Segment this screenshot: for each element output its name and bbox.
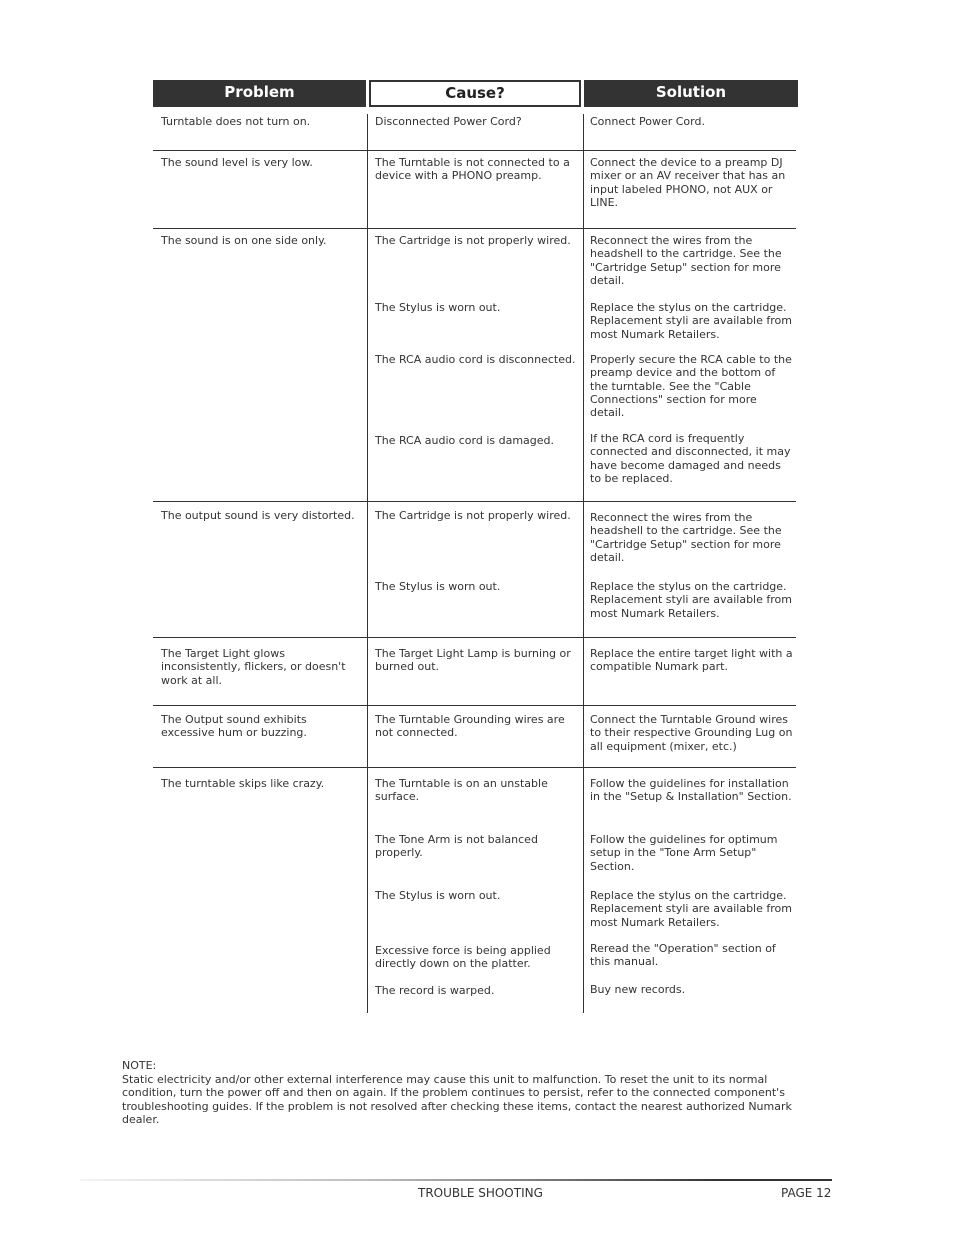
solution-cell: Buy new records. bbox=[590, 983, 686, 996]
solution-cell: Replace the entire target light with a compatible Numark part. bbox=[590, 647, 793, 674]
header-problem: Problem bbox=[153, 80, 366, 107]
footer-page-number: PAGE 12 bbox=[781, 1186, 832, 1200]
cause-cell: The RCA audio cord is disconnected. bbox=[375, 353, 576, 366]
cause-cell: The Tone Arm is not balanced properly. bbox=[375, 833, 538, 860]
solution-cell: Connect Power Cord. bbox=[590, 115, 705, 128]
problem-cell: Turntable does not turn on. bbox=[161, 115, 311, 128]
problem-cell: The sound is on one side only. bbox=[161, 234, 327, 247]
cause-cell: Excessive force is being applied directly down on the platter. bbox=[375, 944, 551, 971]
solution-cell: Connect the device to a preamp DJ mixer or an AV receiver that has an input labeled PHONO, not AUX or LINE. bbox=[590, 156, 786, 209]
cause-cell: The Cartridge is not properly wired. bbox=[375, 509, 571, 522]
note-label: NOTE: bbox=[122, 1059, 157, 1072]
row-divider bbox=[153, 501, 796, 502]
solution-cell: Replace the stylus on the cartridge. Replacement styli are available from most Numark Retailers. bbox=[590, 889, 792, 929]
cause-cell: The Target Light Lamp is burning or burned out. bbox=[375, 647, 571, 674]
cause-cell: The Turntable is on an unstable surface. bbox=[375, 777, 548, 804]
cause-cell: The Cartridge is not properly wired. bbox=[375, 234, 571, 247]
row-divider bbox=[153, 228, 796, 229]
solution-cell: Follow the guidelines for optimum setup in the "Tone Arm Setup" Section. bbox=[590, 833, 778, 873]
solution-cell: Connect the Turntable Ground wires to their respective Grounding Lug on all equipment (mixer, etc.) bbox=[590, 713, 793, 753]
problem-cell: The output sound is very distorted. bbox=[161, 509, 355, 522]
cause-cell: The Stylus is worn out. bbox=[375, 580, 501, 593]
solution-cell: Replace the stylus on the cartridge. Replacement styli are available from most Numark Retailers. bbox=[590, 580, 792, 620]
cause-cell: The Stylus is worn out. bbox=[375, 301, 501, 314]
problem-cell: The Output sound exhibits excessive hum or buzzing. bbox=[161, 713, 307, 740]
footer-rule bbox=[80, 1179, 832, 1181]
row-divider bbox=[153, 705, 796, 706]
solution-cell: If the RCA cord is frequently connected and disconnected, it may have become damaged and needs to be replaced. bbox=[590, 432, 791, 485]
note-text: Static electricity and/or other external interference may cause this unit to malfunction. To reset the unit to its normal condition, turn the power off and then on again. If the problem continues to persist, refer to the connected component's troubleshooting guides. If the problem is not resolved after checking these items, contact the nearest authorized Numark dealer. bbox=[122, 1072, 792, 1126]
solution-cell: Reread the "Operation" section of this manual. bbox=[590, 942, 776, 969]
cause-cell: The Turntable is not connected to a device with a PHONO preamp. bbox=[375, 156, 570, 183]
solution-cell: Follow the guidelines for installation in the "Setup & Installation" Section. bbox=[590, 777, 792, 804]
solution-cell: Reconnect the wires from the headshell to the cartridge. See the "Cartridge Setup" section for more detail. bbox=[590, 511, 782, 564]
cause-cell: The RCA audio cord is damaged. bbox=[375, 434, 555, 447]
header-cause: Cause? bbox=[369, 80, 581, 107]
row-divider bbox=[153, 150, 796, 151]
cause-cell: The Stylus is worn out. bbox=[375, 889, 501, 902]
column-divider-2 bbox=[583, 114, 584, 1013]
solution-cell: Reconnect the wires from the headshell to the cartridge. See the "Cartridge Setup" section for more detail. bbox=[590, 234, 782, 287]
solution-cell: Properly secure the RCA cable to the preamp device and the bottom of the turntable. See the "Cable Connections" section for more detail. bbox=[590, 353, 792, 420]
problem-cell: The turntable skips like crazy. bbox=[161, 777, 325, 790]
cause-cell: The Turntable Grounding wires are not connected. bbox=[375, 713, 565, 740]
footer-section-title: TROUBLE SHOOTING bbox=[418, 1186, 543, 1200]
column-divider-1 bbox=[367, 114, 368, 1013]
solution-cell: Replace the stylus on the cartridge. Replacement styli are available from most Numark Retailers. bbox=[590, 301, 792, 341]
header-solution: Solution bbox=[584, 80, 798, 107]
row-divider bbox=[153, 637, 796, 638]
cause-cell: The record is warped. bbox=[375, 984, 495, 997]
cause-cell: Disconnected Power Cord? bbox=[375, 115, 522, 128]
problem-cell: The sound level is very low. bbox=[161, 156, 313, 169]
problem-cell: The Target Light glows inconsistently, flickers, or doesn't work at all. bbox=[161, 647, 346, 687]
note-block bbox=[122, 1059, 802, 1127]
row-divider bbox=[153, 767, 796, 768]
